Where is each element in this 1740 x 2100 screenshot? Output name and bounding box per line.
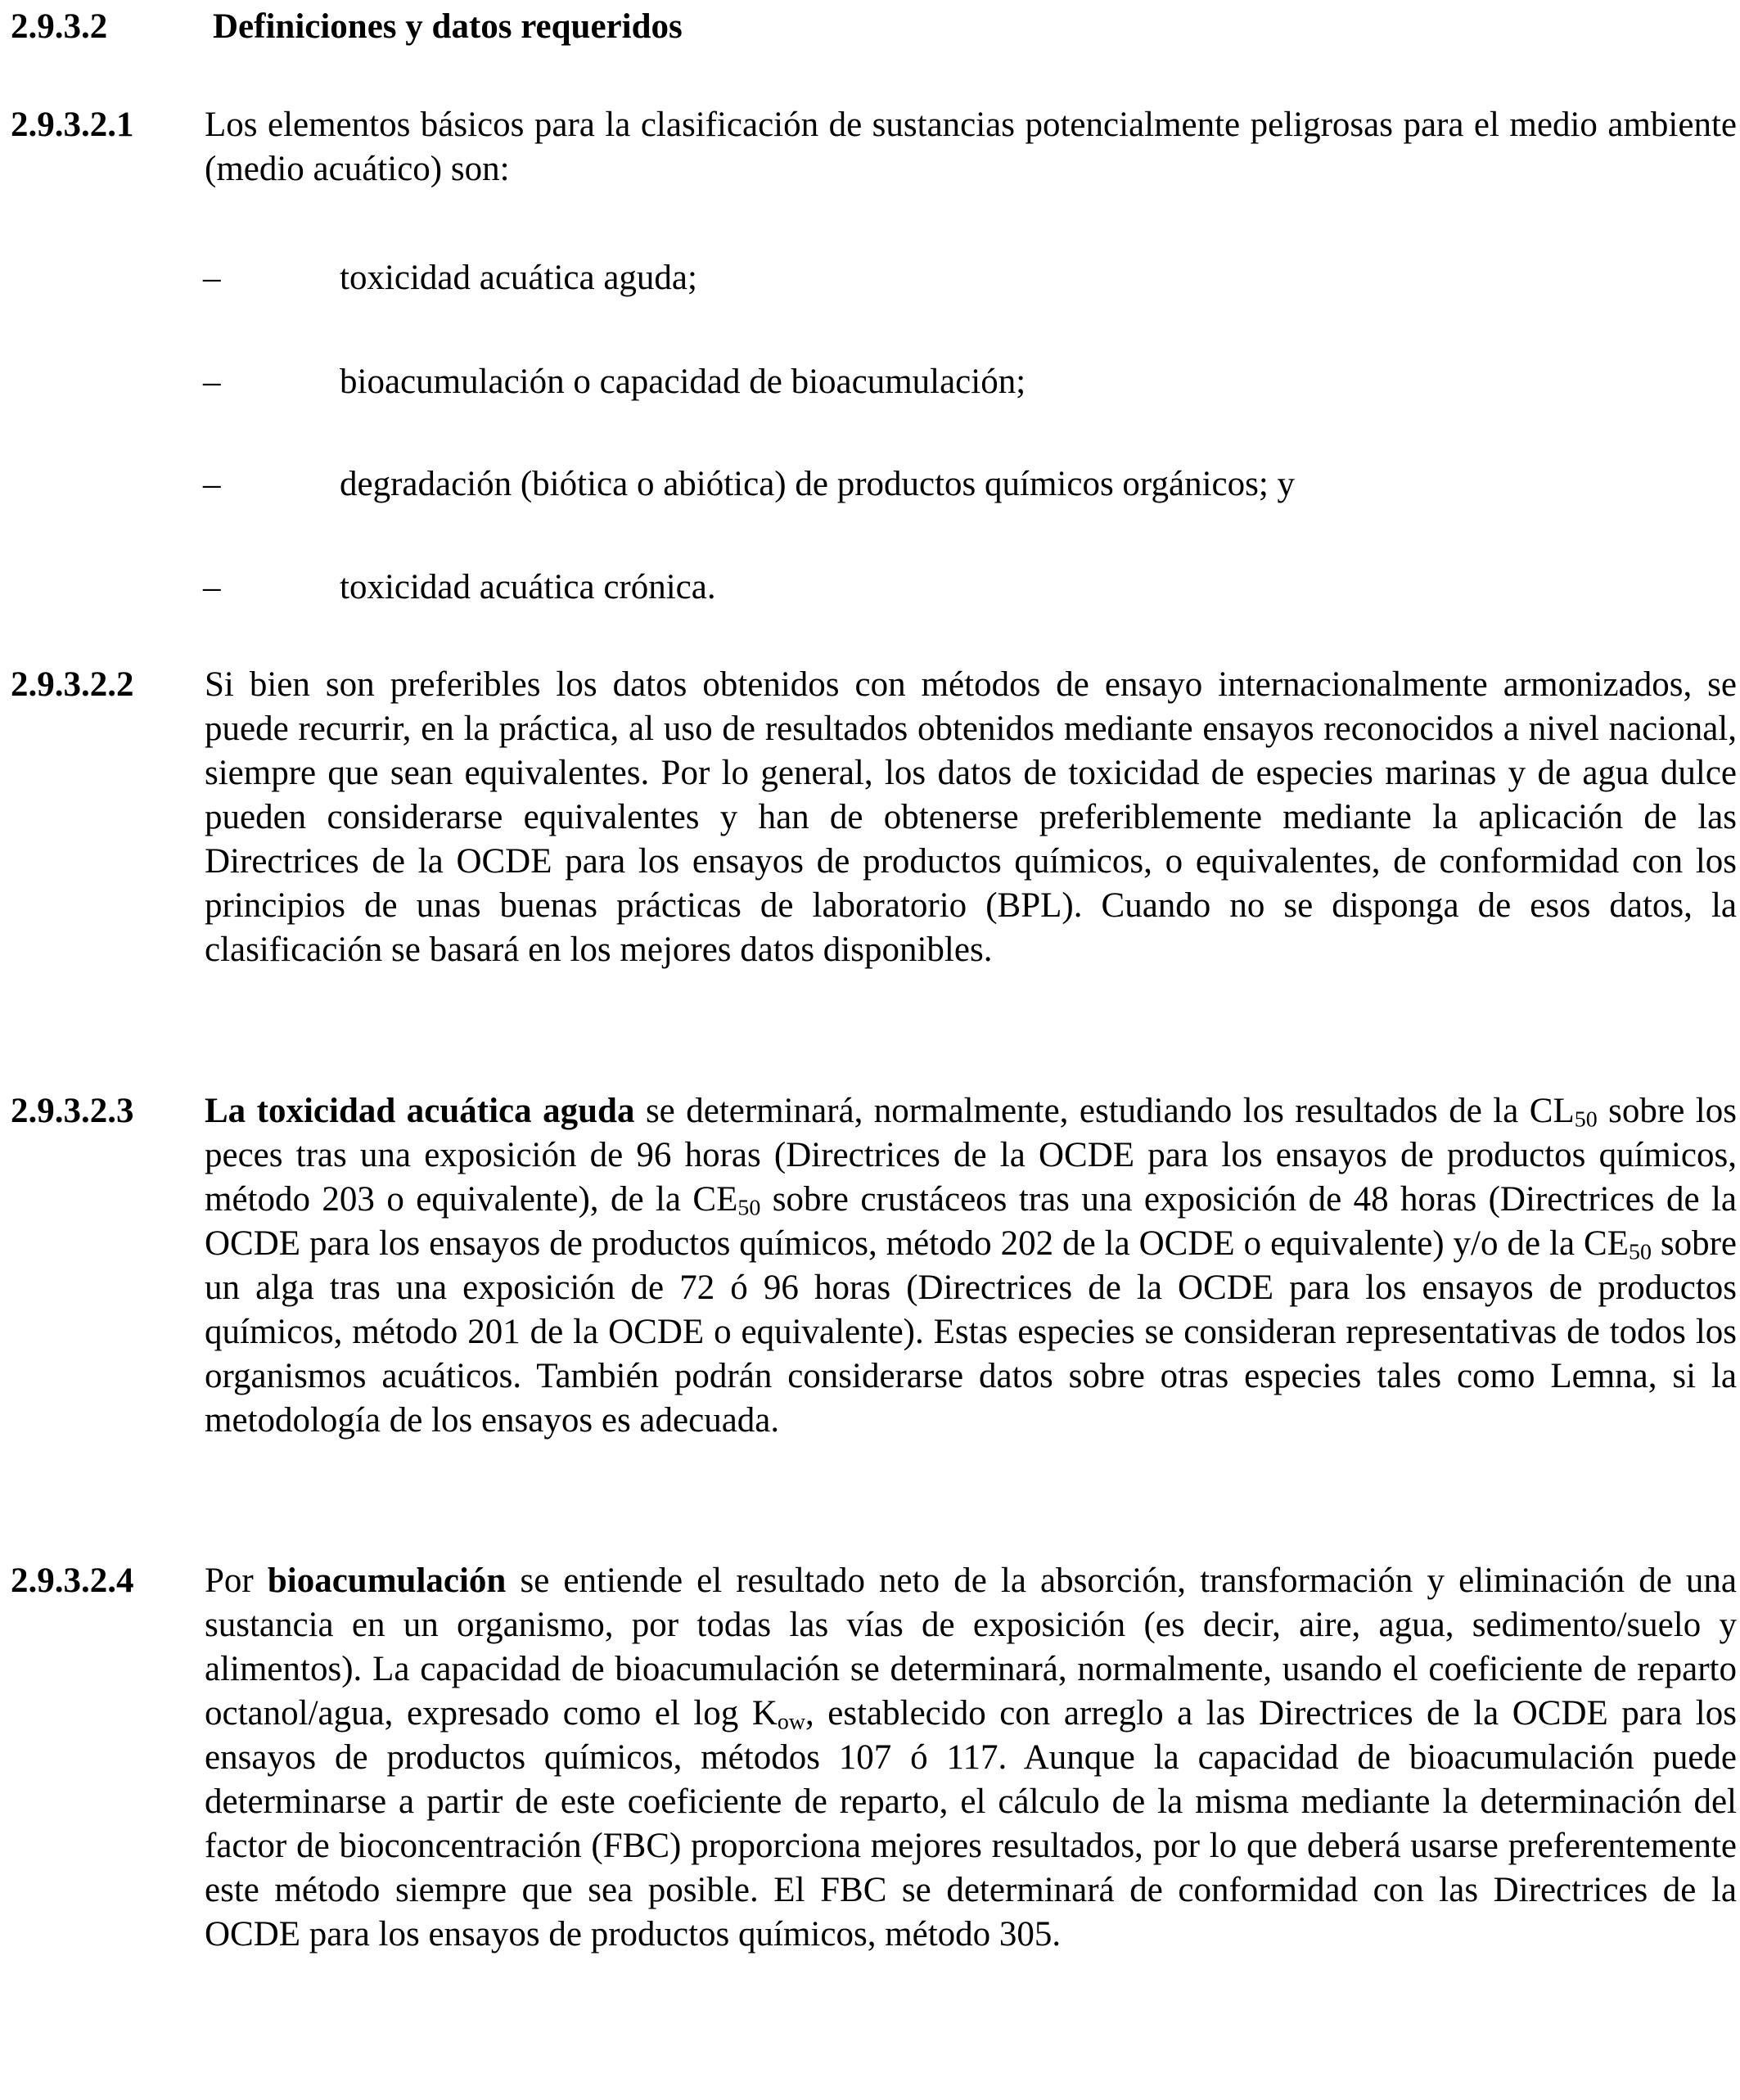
paragraph-1-text: Los elementos básicos para la clasificación de sustancias potencialmente peligrosas para el medio ambiente (medio acuático) son: xyxy=(205,106,1737,188)
section-title: Definiciones y datos requeridos xyxy=(213,7,683,46)
list-item: degradación (biótica o abiótica) de productos químicos orgánicos; y xyxy=(340,465,1296,503)
subscript-ow: ow xyxy=(777,1709,806,1735)
paragraph-3-bold-lead: La toxicidad acuática aguda xyxy=(205,1092,635,1130)
list-dash: – xyxy=(203,568,221,606)
paragraph-4-part-2: , establecido con arreglo a las Directrices de la OCDE para los ensayos de productos químicos, métodos 107 ó 117. Aunque la capacidad de bioacumulación puede determinarse a partir de este coeficiente de reparto, el cálculo de la misma mediante la determinación del factor de bioconcentración (FBC) proporciona mejores resultados, por lo que deberá usarse preferentemente este método siempre que sea posible. El FBC se determinará de conformidad con las Directrices de la OCDE para los ensayos de productos químicos, método 305. xyxy=(205,1694,1737,1954)
paragraph-4-bold-term: bioacumulación xyxy=(267,1561,507,1600)
paragraph-3-part-2: sobre los peces tras una exposición de 96 horas (Directrices de la OCDE para los ensayos de productos químicos, método 203 o equivalente), de la CE xyxy=(205,1092,1737,1219)
paragraph-3-text xyxy=(205,1089,1737,1443)
list-item: bioacumulación o capacidad de bioacumulación; xyxy=(340,363,1026,401)
paragraph-3-part-1: se determinará, normalmente, estudiando los resultados de la CL xyxy=(634,1092,1575,1130)
list-dash: – xyxy=(203,363,221,401)
paragraph-3-part-4: sobre un alga tras una exposición de 72 ó 96 horas (Directrices de la OCDE para los ensayos de productos químicos, método 201 de la OCDE o equivalente). Estas especies se consideran representativas de todos los organismos acuáticos. También podrán considerarse datos sobre otras especies tales como Lemna, si la metodología de los ensayos es adecuada. xyxy=(205,1224,1738,1440)
list-item: toxicidad acuática aguda; xyxy=(340,259,697,297)
paragraph-4-lead: Por xyxy=(205,1561,268,1600)
subscript-50: 50 xyxy=(1574,1106,1598,1133)
paragraph-3-part-3: sobre crustáceos tras una exposición de 48 horas (Directrices de la OCDE para los ensayos de productos químicos, método 202 de la OCDE o equivalente) y/o de la CE xyxy=(205,1180,1738,1263)
subscript-50: 50 xyxy=(1628,1239,1652,1265)
list-dash: – xyxy=(203,465,221,503)
paragraph-number-3: 2.9.3.2.3 xyxy=(11,1092,134,1130)
paragraph-number-2: 2.9.3.2.2 xyxy=(11,665,134,704)
paragraph-2-text: Si bien son preferibles los datos obtenidos con métodos de ensayo internacionalmente armonizados, se puede recurrir, en la práctica, al uso de resultados obtenidos mediante ensayos reconocidos a nivel nacional, siempre que sean equivalentes. Por lo general, los datos de toxicidad de especies marinas y de agua dulce pueden considerarse equivalentes y han de obtenerse preferiblemente mediante la aplicación de las Directrices de la OCDE para los ensayos de productos químicos, o equivalentes, de conformidad con los principios de unas buenas prácticas de laboratorio (BPL). Cuando no se disponga de esos datos, la clasificación se basará en los mejores datos disponibles. xyxy=(205,665,1737,969)
paragraph-number-4: 2.9.3.2.4 xyxy=(11,1561,134,1600)
list-dash: – xyxy=(203,259,221,297)
section-number: 2.9.3.2 xyxy=(11,7,108,46)
list-item: toxicidad acuática crónica. xyxy=(340,568,716,606)
paragraph-number-1: 2.9.3.2.1 xyxy=(11,106,134,144)
paragraph-4-text xyxy=(205,1559,1737,1957)
subscript-50: 50 xyxy=(737,1195,761,1221)
paragraph-4-part-1: se entiende el resultado neto de la absorción, transformación y eliminación de una sustancia en un organismo, por todas las vías de exposición (es decir, aire, agua, sedimento/suelo y alimentos). La capacidad de bioacumulación se determinará, normalmente, usando el coeficiente de reparto octanol/agua, expresado como el log K xyxy=(205,1561,1738,1733)
